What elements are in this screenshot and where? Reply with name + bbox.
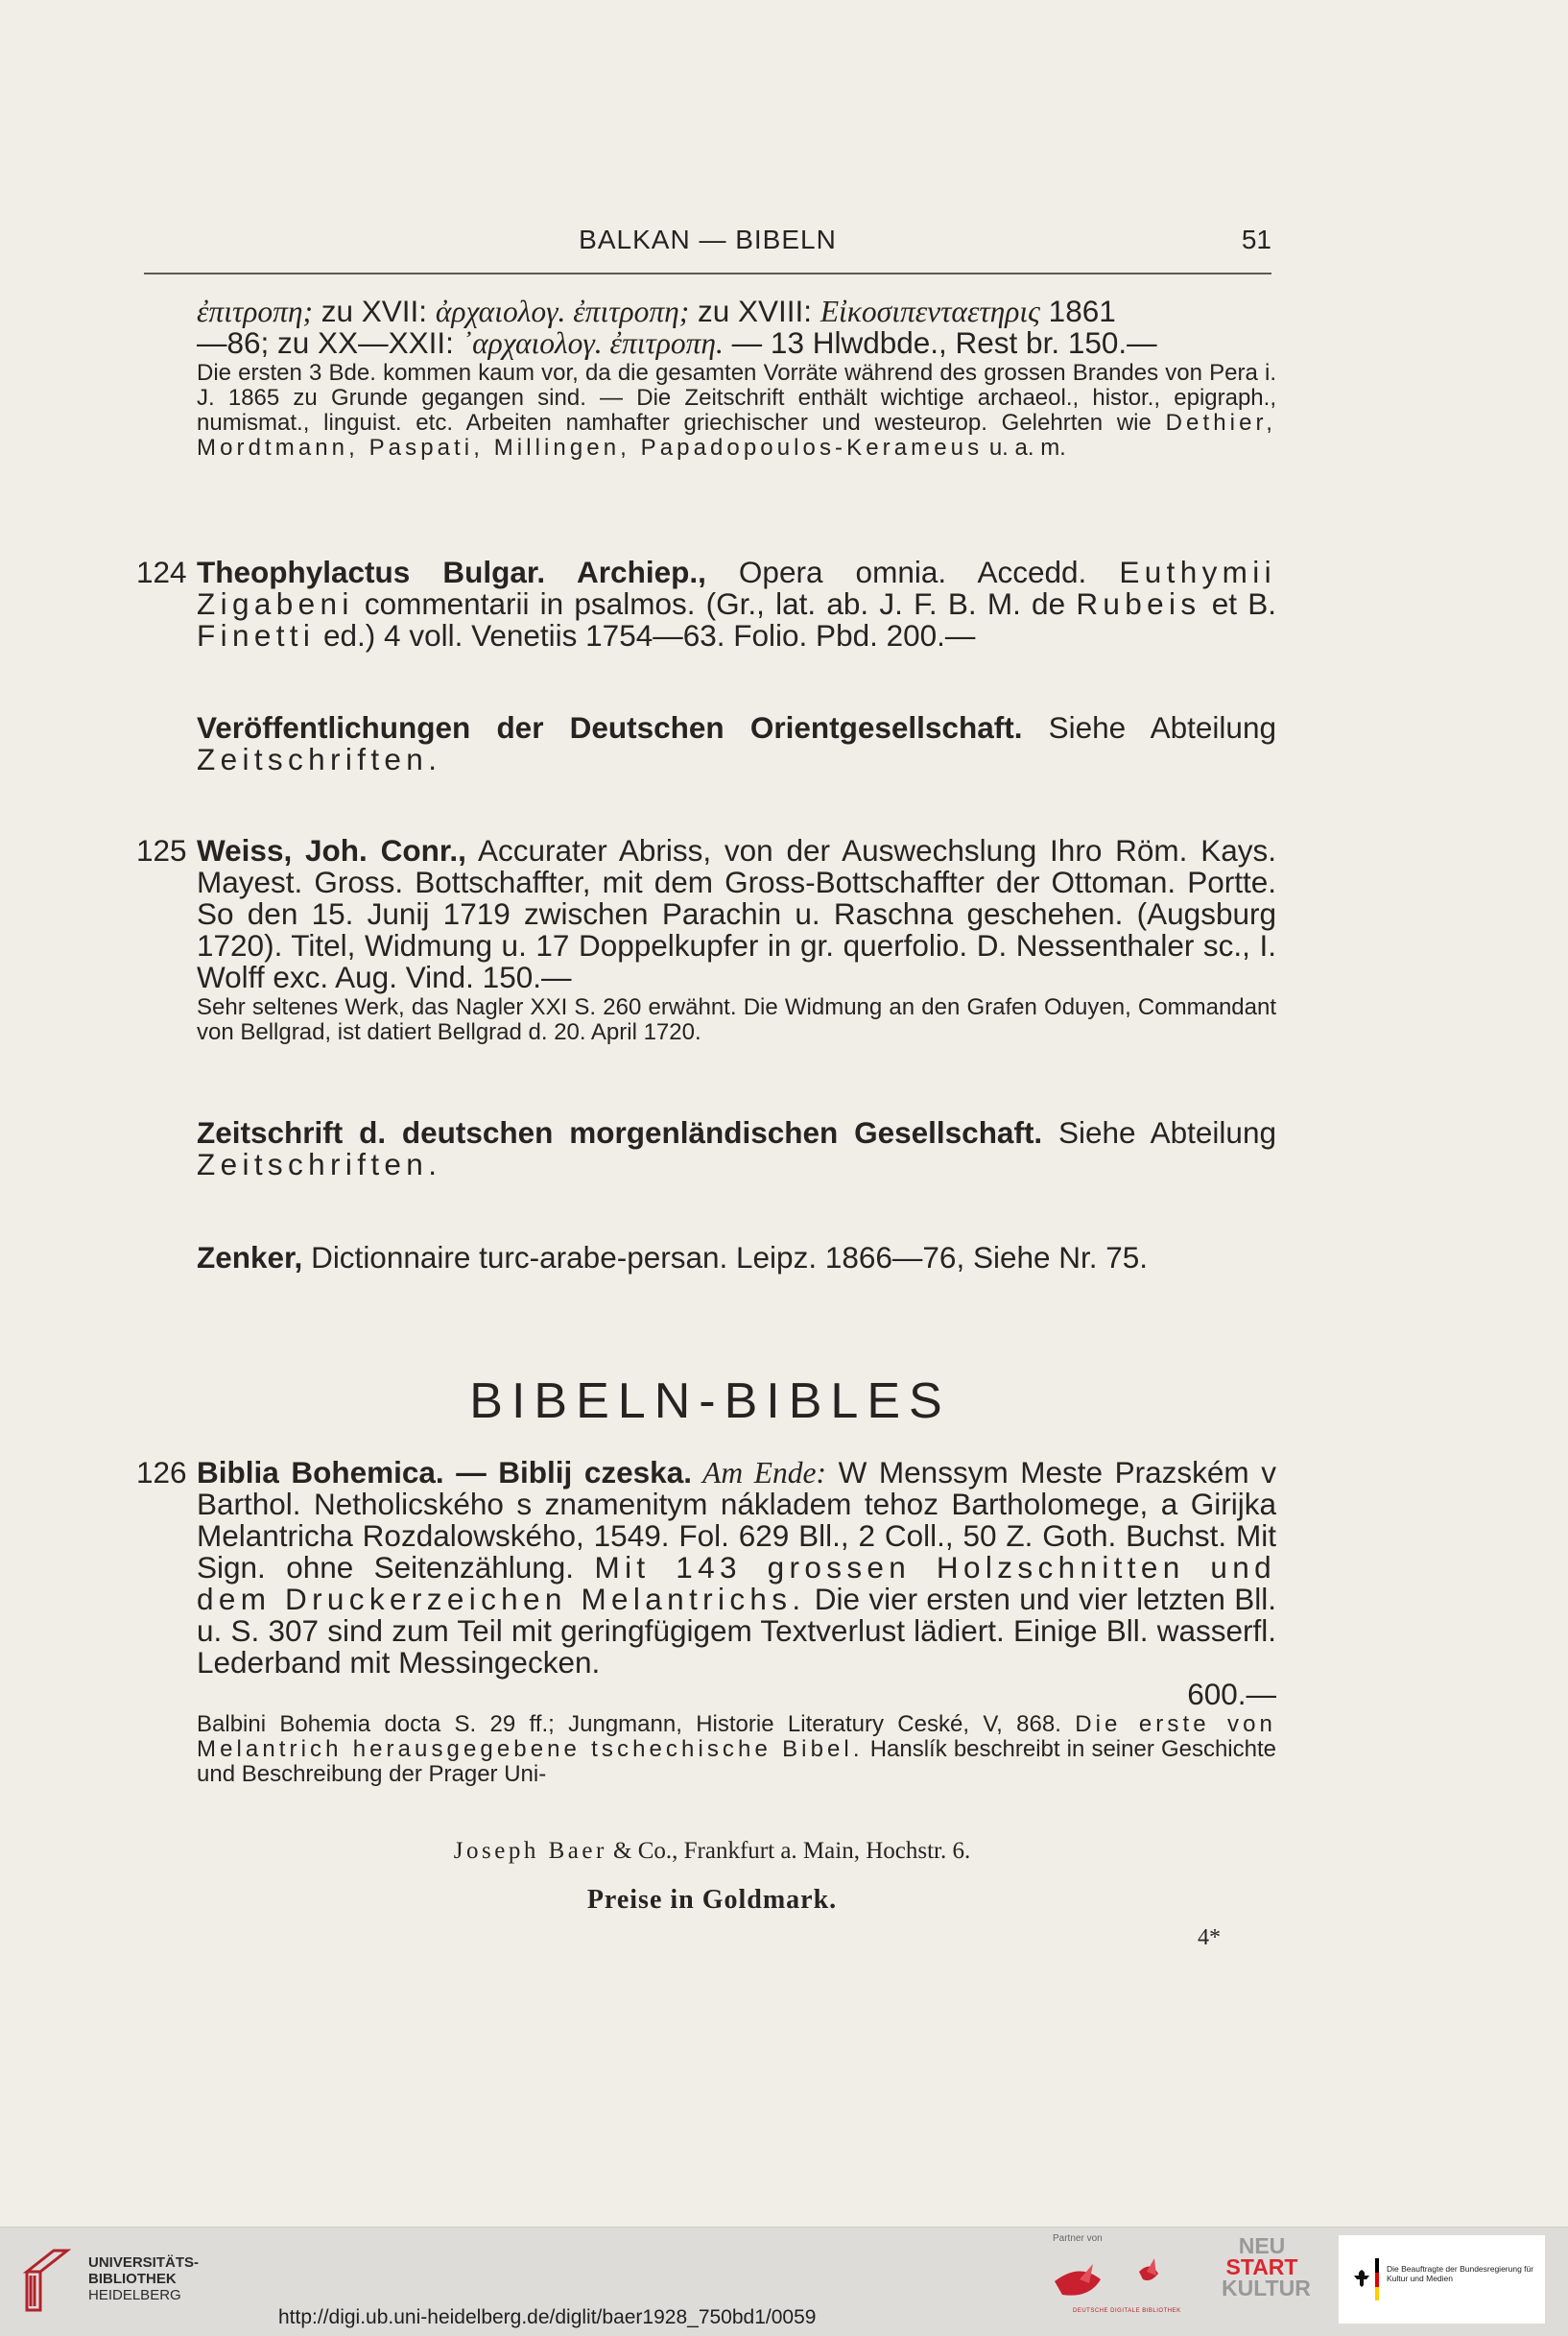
entry-number: 125 — [136, 833, 187, 868]
entry-text: Opera omnia. Accedd. — [705, 555, 1120, 589]
university-library-logo-icon[interactable] — [17, 2243, 77, 2316]
neustart-word: KULTUR — [1222, 2276, 1311, 2300]
neustart-word: NEU — [1238, 2233, 1286, 2258]
note-text: Die ersten 3 Bde. kommen kaum vor, da die gesamten Vorräte während des grossen Brandes von Pera i. J. 1865 zu Grunde gegangen sind. — Die Zeitschrift enthält wichtige archaeol., histor., epigraph., numismat., linguist. etc. Arbeiten namhafter griechischer und westeurop. Gelehrten wie — [197, 360, 1276, 436]
reference-text: . — [428, 742, 437, 776]
entry-text: Accurater Abriss, von der Auswechslung Ihro Röm. Kays. Mayest. Gross. Bottschaffter, mit dem Gross-Bottschaffter der Ottoman. Portte. So den 15. Junij 1719 zwischen Parachin u. Raschna geschehen. (Augsburg 1720). Titel, Widmung u. 17 Doppelkupfer in gr. querfolio. D. Nessenthaler sc., I. Wolff exc. Aug. Vind. 150.— — [197, 833, 1277, 994]
catalog-entry-124 — [136, 555, 1276, 653]
neustart-kultur-logo-icon[interactable] — [1222, 2233, 1311, 2329]
permalink-url[interactable]: http://digi.ub.uni-heidelberg.de/diglit/baer1928_750bd1/0059 — [278, 2306, 817, 2328]
text: 1861 — [1039, 294, 1116, 328]
entry-continuation — [197, 296, 1276, 461]
prices-line: Preise in Goldmark. — [586, 1885, 838, 1915]
entry-note: Sehr seltenes Werk, das Nagler XXI S. 260 erwähnt. Die Widmung an den Grafen Oduyen, Commandant von Bellgrad, ist datiert Bellgrad d. 20. April 1720. — [197, 994, 1276, 1045]
reference-spaced: Zeitschriften — [197, 742, 429, 776]
entry-spaced: Euthymii Zigabeni — [197, 555, 1276, 621]
partner-label: Partner von — [1053, 2233, 1103, 2244]
note-text: Hanslík beschreibt in seiner Geschichte und Beschreibung der Prager Uni- — [197, 1736, 1276, 1787]
entry-spaced: Finetti — [197, 618, 316, 653]
entry-number: 124 — [136, 555, 187, 589]
cross-reference-zenker — [197, 1242, 1276, 1274]
reference-title: Zeitschrift d. deutschen morgenländischen Gesellschaft. — [197, 1115, 1043, 1150]
greek-text: ἐπιτροπη; — [197, 295, 313, 328]
entry-text: commentarii in psalmos. (Gr., lat. ab. J. F. B. M. de — [353, 586, 1077, 621]
neustart-word: START — [1225, 2254, 1298, 2279]
ddb-caption: DEUTSCHE DIGITALE BIBLIOTHEK — [1073, 2308, 1181, 2314]
entry-author: Weiss, Joh. Conr., — [197, 833, 466, 868]
text: zu XVIII: — [689, 294, 820, 328]
reference-text: Siehe Abteilung — [1042, 1115, 1276, 1150]
federal-eagle-icon — [1352, 2268, 1371, 2289]
cross-reference-orientgesellschaft — [197, 712, 1276, 775]
reference-text: Dictionnaire turc-arabe-persan. Leipz. 1866—76, Siehe Nr. 75. — [302, 1240, 1149, 1275]
university-library-name[interactable] — [88, 2254, 199, 2303]
entry-text: W Menssym Meste Prazském v Barthol. Netholicského s znamenitym nákladem tehoz Bartholomege, a Girijka Melantricha Rozdalowského, 1549. Fol. 629 Bll., 2 Coll., 50 Z. Goth. Buchst. Mit Sign. ohne Seitenzählung. — [197, 1455, 1276, 1585]
entry-text: ed.) 4 voll. Venetiis 1754—63. Folio. Pbd. 200.— — [315, 618, 976, 653]
greek-text: ἀρχαιολογ. ἐπιτροπη; — [435, 295, 690, 328]
library-line: HEIDELBERG — [88, 2287, 181, 2303]
note-text: u. a. m. — [983, 435, 1066, 461]
library-line: UNIVERSITÄTS- — [88, 2254, 200, 2271]
german-flag-stripe-icon — [1375, 2258, 1379, 2300]
catalog-entry-125 — [136, 833, 1277, 1045]
entry-text: et B. — [1200, 586, 1276, 621]
entry-spaced: Rubeis — [1076, 586, 1201, 621]
cross-reference-zeitschrift — [197, 1117, 1276, 1180]
note-names: Dethier, Mordtmann, Paspati, Millingen, Papadopoulos-Kerameus — [197, 410, 1276, 461]
note-spaced: Die erste von Melantrich herausgegebene tschechische Bibel. — [197, 1711, 1276, 1762]
signature-mark: 4* — [1198, 1925, 1221, 1950]
entry-note — [197, 1712, 1276, 1787]
catalog-entry-126 — [136, 1455, 1277, 1787]
reference-title: Veröffentlichungen der Deutschen Orientgesellschaft. — [197, 710, 1023, 745]
bkm-logo-panel[interactable] — [1339, 2235, 1545, 2324]
text: — 13 Hlwdbde., Rest br. 150.— — [723, 325, 1157, 360]
page-number: 51 — [1241, 225, 1271, 254]
text: —86; zu XX—XXII: — [197, 325, 463, 360]
entry-price: 600.— — [1187, 1677, 1276, 1711]
greek-text: Εἰκοσιπενταετηρις — [820, 295, 1040, 328]
running-header — [144, 223, 1271, 274]
entry-text: Die vier ersten und vier letzten Bll. u. S. 307 sind zum Teil mit geringfügigem Textverlust lädiert. Einige Bll. wasserfl. Lederband mit Messingecken. — [197, 1582, 1276, 1680]
section-heading: BIBELN-BIBLES — [469, 1373, 951, 1429]
greek-text: ᾿αρχαιολογ. ἐπιτροπη. — [462, 326, 724, 360]
reference-text: Siehe Abteilung — [1022, 710, 1276, 745]
entry-number: 126 — [136, 1455, 187, 1490]
library-line: BIBLIOTHEK — [88, 2271, 177, 2287]
reference-title: Zenker, — [197, 1240, 303, 1275]
publisher-address: & Co., Frankfurt a. Main, Hochstr. 6. — [606, 1838, 971, 1864]
entry-title: Biblia Bohemica. — Biblij czeska. — [197, 1455, 692, 1490]
entry-note — [197, 361, 1276, 461]
entry-spaced: Mit 143 grossen Holzschnitten und dem Druckerzeichen Melantrichs. — [197, 1550, 1277, 1616]
entry-author: Theophylactus Bulgar. Archiep., — [197, 555, 706, 589]
note-text: Balbini Bohemia docta S. 29 ff.; Jungmann, Historie Literatury Ceské, V, 868. — [197, 1711, 1076, 1737]
bkm-caption: Die Beauftragte der Bundesregierung für Kultur und Medien — [1387, 2264, 1534, 2283]
publisher-line — [0, 1838, 1424, 1865]
running-title: BALKAN — BIBELN — [579, 225, 837, 254]
viewer-footer — [0, 2227, 1568, 2336]
entry-italic: Am Ende: — [691, 1456, 827, 1490]
reference-text: . — [428, 1147, 437, 1181]
reference-spaced: Zeitschriften — [197, 1147, 429, 1181]
deutsche-digitale-bibliothek-logo-icon[interactable] — [1051, 2251, 1185, 2308]
publisher-name: Joseph Baer — [453, 1838, 607, 1864]
text: zu XVII: — [313, 294, 436, 328]
